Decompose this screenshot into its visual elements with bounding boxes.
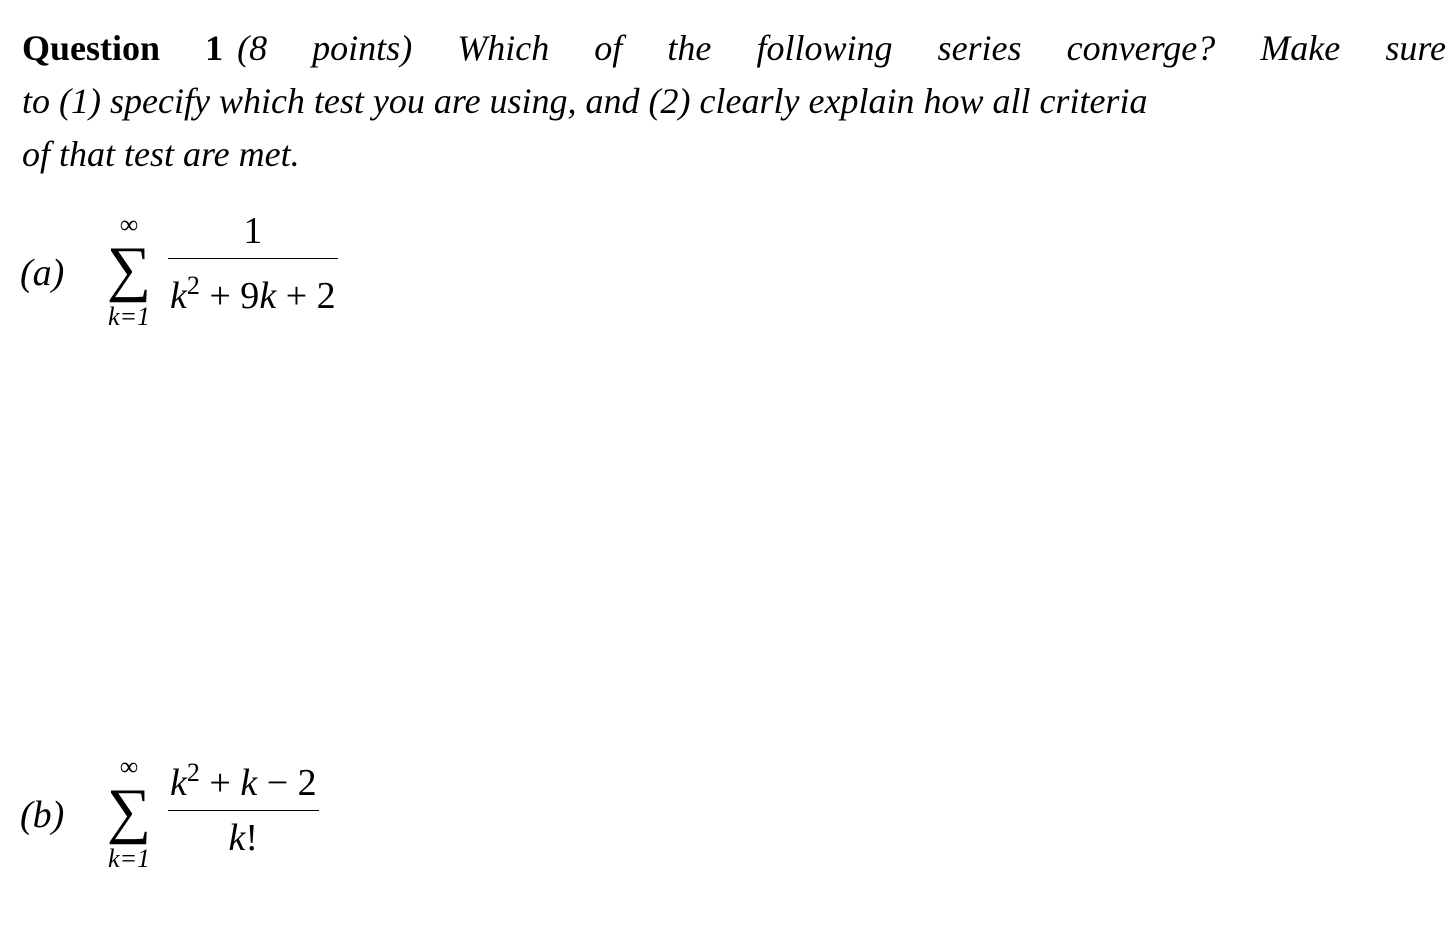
part-a-den-term-2: + 2 (276, 274, 336, 317)
part-b-denominator (227, 815, 261, 861)
part-b-den-var: k (228, 816, 246, 859)
part-a-sum-upper-limit: ∞ (119, 210, 139, 239)
question-text-1: (8 points) Which of the following series converge? Make sure (237, 28, 1446, 68)
question-line-3: of that test are met. (22, 134, 300, 174)
part-a-den-var: k (170, 274, 187, 317)
part-a-den-var-2: k (259, 274, 277, 317)
part-b-fraction-bar (168, 810, 319, 811)
part-b-sum-upper-limit: ∞ (119, 752, 139, 781)
part-a-sum-lower-limit: k=1 (107, 302, 151, 331)
part-a-den-exponent: 2 (186, 270, 200, 300)
part-b-num-term-2: − 2 (257, 761, 317, 804)
part-b-fraction (168, 750, 319, 861)
part-a-summation (96, 210, 162, 332)
part-a-denominator (168, 263, 338, 319)
part-a (20, 209, 338, 332)
part-b-num-term-1: + (199, 761, 241, 804)
part-b-sum-lower-limit: k=1 (107, 844, 151, 873)
part-b-num-var-2: k (240, 761, 258, 804)
question-line-1 (22, 22, 1446, 75)
part-a-label: (a) (20, 252, 65, 294)
question-line-2: to (1) specify which test you are using, and (2) clearly explain how all criteria (22, 81, 1148, 121)
part-b-num-var: k (170, 761, 187, 804)
part-b-sigma-symbol: ∑ (106, 777, 152, 845)
part-b-numerator (168, 750, 319, 806)
part-a-sigma-symbol: ∑ (106, 235, 152, 303)
part-b (20, 752, 319, 874)
part-a-den-term-1: + 9 (199, 274, 260, 317)
part-b-num-exponent: 2 (186, 757, 200, 787)
part-b-label: (b) (20, 794, 65, 836)
question-header (22, 22, 1446, 181)
part-b-summation (96, 752, 162, 874)
part-b-den-factorial: ! (245, 816, 259, 859)
part-a-numerator: 1 (243, 209, 263, 252)
part-a-fraction (168, 208, 338, 319)
question-title: Question 1 (22, 28, 224, 68)
part-a-fraction-bar (168, 258, 338, 259)
